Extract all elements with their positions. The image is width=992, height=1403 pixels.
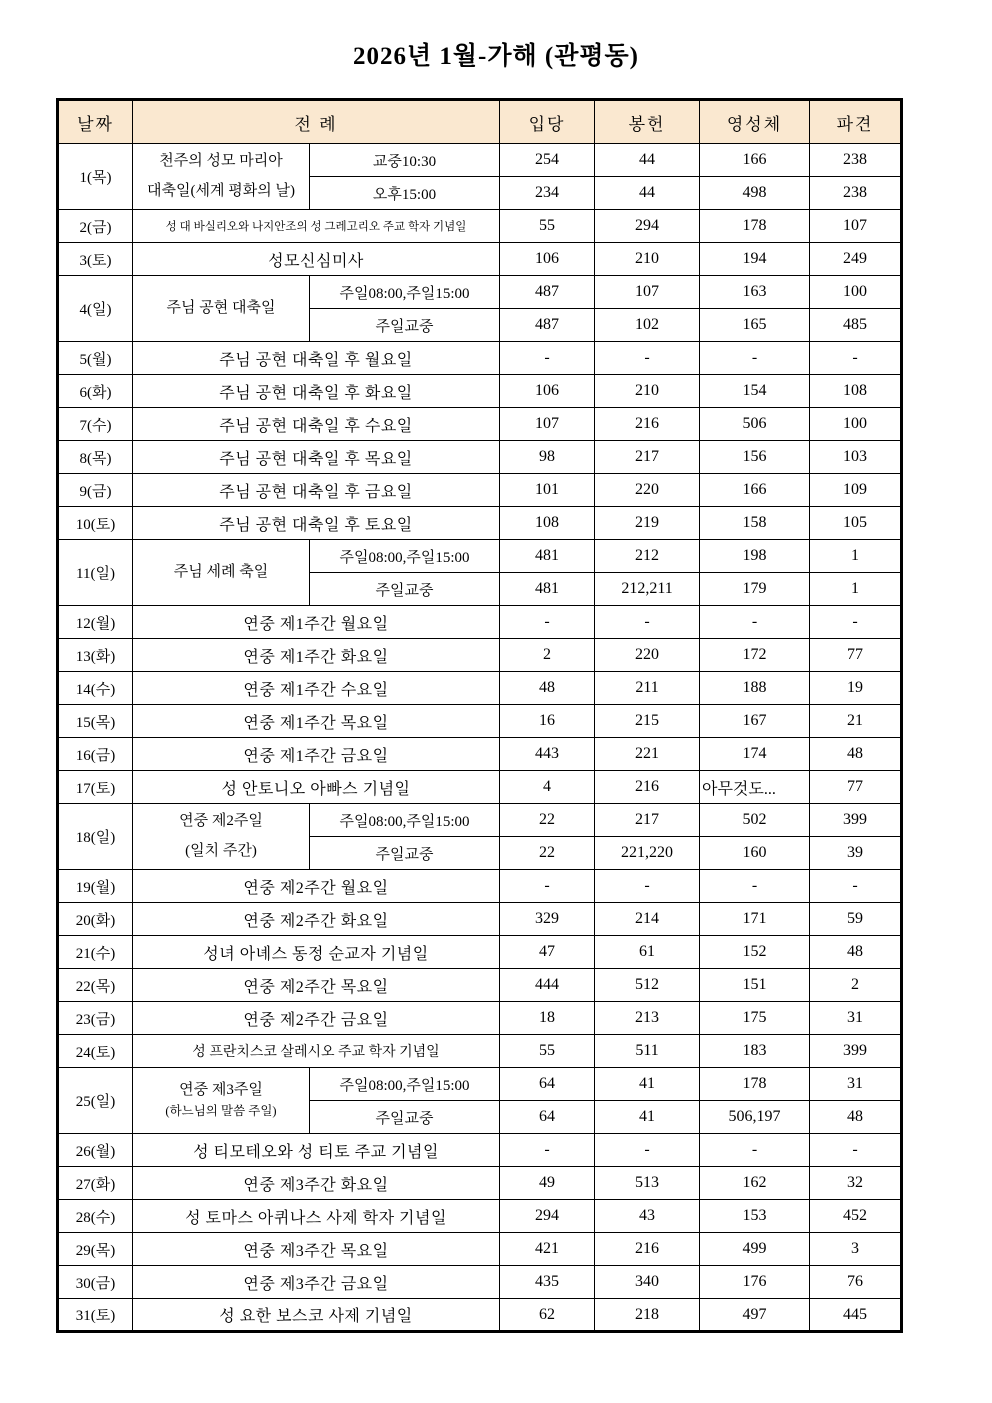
offertory-cell: 212,211 [595, 573, 700, 606]
communion-cell: - [700, 606, 810, 639]
entrance-cell: 47 [500, 936, 595, 969]
table-row [58, 1002, 902, 1035]
table-row [58, 540, 902, 573]
dismissal-cell: - [810, 870, 902, 903]
date-cell: 20(화) [58, 903, 133, 936]
liturgy-line: (하느님의 말씀 주일) [165, 1104, 277, 1119]
dismissal-cell: 1 [810, 573, 902, 606]
entrance-cell: 435 [500, 1266, 595, 1299]
entrance-cell: 107 [500, 408, 595, 441]
communion-cell: 497 [700, 1299, 810, 1332]
communion-cell: 171 [700, 903, 810, 936]
dismissal-cell: 249 [810, 243, 902, 276]
communion-cell: 174 [700, 738, 810, 771]
liturgy-cell: 연중 제1주간 월요일 [133, 606, 500, 639]
communion-cell: 194 [700, 243, 810, 276]
dismissal-cell: 399 [810, 1035, 902, 1068]
date-cell: 1(목) [58, 144, 133, 210]
dismissal-cell: 77 [810, 639, 902, 672]
offertory-cell: 210 [595, 375, 700, 408]
dismissal-cell: 100 [810, 408, 902, 441]
date-cell: 28(수) [58, 1200, 133, 1233]
table-row [58, 969, 902, 1002]
table-row [58, 639, 902, 672]
entrance-cell: 55 [500, 1035, 595, 1068]
date-cell: 5(월) [58, 342, 133, 375]
dismissal-cell: 107 [810, 210, 902, 243]
table-row [58, 144, 902, 177]
col-header-date: 날짜 [58, 100, 133, 144]
table-row [58, 804, 902, 837]
offertory-cell: 210 [595, 243, 700, 276]
communion-cell: 188 [700, 672, 810, 705]
liturgy-cell: 연중 제3주간 화요일 [133, 1167, 500, 1200]
entrance-cell: 254 [500, 144, 595, 177]
date-cell: 6(화) [58, 375, 133, 408]
table-row [58, 408, 902, 441]
dismissal-cell: 109 [810, 474, 902, 507]
communion-cell: 198 [700, 540, 810, 573]
entrance-cell: - [500, 606, 595, 639]
communion-cell: 178 [700, 210, 810, 243]
entrance-cell: 49 [500, 1167, 595, 1200]
table-row [58, 243, 902, 276]
date-cell: 7(수) [58, 408, 133, 441]
dismissal-cell: 2 [810, 969, 902, 1002]
liturgy-cell: 성 요한 보스코 사제 기념일 [133, 1299, 500, 1332]
date-cell: 21(수) [58, 936, 133, 969]
dismissal-cell: 399 [810, 804, 902, 837]
entrance-cell: 106 [500, 243, 595, 276]
date-cell: 8(목) [58, 441, 133, 474]
dismissal-cell: 48 [810, 936, 902, 969]
communion-cell: 156 [700, 441, 810, 474]
table-row [58, 276, 902, 309]
entrance-cell: 101 [500, 474, 595, 507]
entrance-cell: - [500, 870, 595, 903]
offertory-cell: 102 [595, 309, 700, 342]
date-cell: 13(화) [58, 639, 133, 672]
offertory-cell: 513 [595, 1167, 700, 1200]
date-cell: 17(토) [58, 771, 133, 804]
communion-cell: 498 [700, 177, 810, 210]
date-cell: 2(금) [58, 210, 133, 243]
communion-cell: 151 [700, 969, 810, 1002]
entrance-cell: - [500, 342, 595, 375]
dismissal-cell: 19 [810, 672, 902, 705]
offertory-cell: - [595, 1134, 700, 1167]
entrance-cell: 234 [500, 177, 595, 210]
dismissal-cell: 445 [810, 1299, 902, 1332]
liturgy-cell: 연중 제1주간 화요일 [133, 639, 500, 672]
date-cell: 12(월) [58, 606, 133, 639]
col-header-communion: 영성체 [700, 100, 810, 144]
table-row [58, 705, 902, 738]
liturgy-line: 연중 제3주일 [179, 1082, 263, 1099]
offertory-cell: 61 [595, 936, 700, 969]
service-label-cell: 주일08:00,주일15:00 [310, 276, 500, 309]
offertory-cell: 107 [595, 276, 700, 309]
entrance-cell: 55 [500, 210, 595, 243]
offertory-cell: 41 [595, 1068, 700, 1101]
date-cell: 25(일) [58, 1068, 133, 1134]
dismissal-cell: 108 [810, 375, 902, 408]
entrance-cell: 443 [500, 738, 595, 771]
service-label-cell: 주일교중 [310, 573, 500, 606]
offertory-cell: 221,220 [595, 837, 700, 870]
date-cell: 23(금) [58, 1002, 133, 1035]
offertory-cell: 218 [595, 1299, 700, 1332]
date-cell: 26(월) [58, 1134, 133, 1167]
dismissal-cell: 31 [810, 1068, 902, 1101]
entrance-cell: 294 [500, 1200, 595, 1233]
service-label-cell: 주일교중 [310, 309, 500, 342]
date-cell: 27(화) [58, 1167, 133, 1200]
entrance-cell: 22 [500, 804, 595, 837]
dismissal-cell: 39 [810, 837, 902, 870]
communion-cell: 166 [700, 474, 810, 507]
page-title: 2026년 1월-가해 (관평동) [352, 43, 640, 70]
table-row [58, 1299, 902, 1332]
communion-cell: 499 [700, 1233, 810, 1266]
entrance-cell: 329 [500, 903, 595, 936]
communion-cell: 153 [700, 1200, 810, 1233]
liturgy-cell: 성녀 아녜스 동정 순교자 기념일 [133, 936, 500, 969]
communion-cell: 179 [700, 573, 810, 606]
entrance-cell: 98 [500, 441, 595, 474]
entrance-cell: 62 [500, 1299, 595, 1332]
offertory-cell: 215 [595, 705, 700, 738]
table-row [58, 1134, 902, 1167]
service-label-cell: 주일교중 [310, 837, 500, 870]
entrance-cell: 64 [500, 1101, 595, 1134]
liturgy-line: 주님 세례 축일 [173, 563, 269, 580]
entrance-cell: 22 [500, 837, 595, 870]
entrance-cell: 16 [500, 705, 595, 738]
liturgy-cell [133, 1068, 310, 1134]
liturgy-cell: 성 티모테오와 성 티토 주교 기념일 [133, 1134, 500, 1167]
liturgy-line: 주님 공현 대축일 [166, 299, 276, 316]
liturgy-line: 천주의 성모 마리아 [159, 153, 283, 170]
communion-cell: 152 [700, 936, 810, 969]
liturgy-cell: 연중 제2주간 화요일 [133, 903, 500, 936]
liturgy-cell: 주님 공현 대축일 후 토요일 [133, 507, 500, 540]
communion-cell: - [700, 342, 810, 375]
communion-cell: 158 [700, 507, 810, 540]
offertory-cell: 220 [595, 639, 700, 672]
dismissal-cell: 100 [810, 276, 902, 309]
offertory-cell: 294 [595, 210, 700, 243]
communion-cell: 162 [700, 1167, 810, 1200]
dismissal-cell: 103 [810, 441, 902, 474]
dismissal-cell: 59 [810, 903, 902, 936]
communion-cell: 165 [700, 309, 810, 342]
table-row [58, 1200, 902, 1233]
liturgy-cell: 주님 공현 대축일 후 목요일 [133, 441, 500, 474]
liturgy-cell: 성 프란치스코 살레시오 주교 학자 기념일 [133, 1035, 500, 1068]
entrance-cell: 106 [500, 375, 595, 408]
table-row [58, 738, 902, 771]
dismissal-cell: - [810, 606, 902, 639]
table-row [58, 342, 902, 375]
offertory-cell: 213 [595, 1002, 700, 1035]
service-label-cell: 오후15:00 [310, 177, 500, 210]
dismissal-cell: - [810, 1134, 902, 1167]
communion-cell: 175 [700, 1002, 810, 1035]
communion-cell: 166 [700, 144, 810, 177]
dismissal-cell: 485 [810, 309, 902, 342]
liturgy-cell: 주님 공현 대축일 후 화요일 [133, 375, 500, 408]
liturgy-cell: 연중 제1주간 목요일 [133, 705, 500, 738]
dismissal-cell: 452 [810, 1200, 902, 1233]
header-row [58, 100, 902, 144]
offertory-cell: 43 [595, 1200, 700, 1233]
date-cell: 10(토) [58, 507, 133, 540]
date-cell: 4(일) [58, 276, 133, 342]
communion-cell: 167 [700, 705, 810, 738]
offertory-cell: - [595, 870, 700, 903]
date-cell: 15(목) [58, 705, 133, 738]
date-cell: 31(토) [58, 1299, 133, 1332]
table-row [58, 672, 902, 705]
offertory-cell: 211 [595, 672, 700, 705]
liturgy-line: 대축일(세계 평화의 날) [147, 182, 295, 199]
dismissal-cell: 77 [810, 771, 902, 804]
service-label-cell: 주일08:00,주일15:00 [310, 540, 500, 573]
table-row [58, 606, 902, 639]
liturgy-cell: 연중 제3주간 목요일 [133, 1233, 500, 1266]
communion-cell: 160 [700, 837, 810, 870]
liturgy-cell: 연중 제2주간 목요일 [133, 969, 500, 1002]
offertory-cell: 216 [595, 771, 700, 804]
liturgy-cell: 연중 제3주간 금요일 [133, 1266, 500, 1299]
liturgy-cell [133, 804, 310, 870]
offertory-cell: 212 [595, 540, 700, 573]
date-cell: 9(금) [58, 474, 133, 507]
liturgy-cell: 연중 제2주간 월요일 [133, 870, 500, 903]
offertory-cell: 216 [595, 408, 700, 441]
offertory-cell: 219 [595, 507, 700, 540]
liturgy-cell [133, 540, 310, 606]
offertory-cell: 512 [595, 969, 700, 1002]
communion-cell: 178 [700, 1068, 810, 1101]
table-row [58, 375, 902, 408]
entrance-cell: 487 [500, 309, 595, 342]
table-row [58, 771, 902, 804]
liturgy-cell: 주님 공현 대축일 후 금요일 [133, 474, 500, 507]
col-header-entrance: 입당 [500, 100, 595, 144]
col-header-offertory: 봉헌 [595, 100, 700, 144]
dismissal-cell: 48 [810, 738, 902, 771]
entrance-cell: 444 [500, 969, 595, 1002]
dismissal-cell: 3 [810, 1233, 902, 1266]
dismissal-cell: 238 [810, 177, 902, 210]
liturgy-cell: 성 토마스 아퀴나스 사제 학자 기념일 [133, 1200, 500, 1233]
liturgy-line: (일치 주간) [185, 842, 257, 859]
liturgy-cell: 성 안토니오 아빠스 기념일 [133, 771, 500, 804]
communion-cell: 154 [700, 375, 810, 408]
entrance-cell: 48 [500, 672, 595, 705]
liturgy-cell: 성 대 바실리오와 나지안조의 성 그레고리오 주교 학자 기념일 [133, 210, 500, 243]
dismissal-cell: - [810, 342, 902, 375]
offertory-cell: 44 [595, 177, 700, 210]
offertory-cell: - [595, 606, 700, 639]
dismissal-cell: 76 [810, 1266, 902, 1299]
offertory-cell: 340 [595, 1266, 700, 1299]
entrance-cell: 2 [500, 639, 595, 672]
offertory-cell: 511 [595, 1035, 700, 1068]
liturgy-cell: 연중 제2주간 금요일 [133, 1002, 500, 1035]
col-header-dismissal: 파견 [810, 100, 902, 144]
offertory-cell: 44 [595, 144, 700, 177]
table-row [58, 870, 902, 903]
service-label-cell: 주일08:00,주일15:00 [310, 1068, 500, 1101]
communion-cell: 506 [700, 408, 810, 441]
table-row [58, 1167, 902, 1200]
date-cell: 30(금) [58, 1266, 133, 1299]
communion-cell: 183 [700, 1035, 810, 1068]
liturgy-cell: 주님 공현 대축일 후 월요일 [133, 342, 500, 375]
communion-cell: 163 [700, 276, 810, 309]
offertory-cell: 217 [595, 804, 700, 837]
table-row [58, 936, 902, 969]
offertory-cell: 217 [595, 441, 700, 474]
col-header-liturgy: 전 례 [133, 100, 500, 144]
liturgy-cell: 주님 공현 대축일 후 수요일 [133, 408, 500, 441]
table-row [58, 507, 902, 540]
table-row [58, 1266, 902, 1299]
communion-cell: 502 [700, 804, 810, 837]
entrance-cell: 18 [500, 1002, 595, 1035]
dismissal-cell: 21 [810, 705, 902, 738]
date-cell: 3(토) [58, 243, 133, 276]
dismissal-cell: 48 [810, 1101, 902, 1134]
entrance-cell: - [500, 1134, 595, 1167]
offertory-cell: - [595, 342, 700, 375]
offertory-cell: 220 [595, 474, 700, 507]
liturgy-cell [133, 144, 310, 210]
dismissal-cell: 32 [810, 1167, 902, 1200]
entrance-cell: 481 [500, 540, 595, 573]
communion-cell: 172 [700, 639, 810, 672]
date-cell: 11(일) [58, 540, 133, 606]
table-row [58, 903, 902, 936]
entrance-cell: 487 [500, 276, 595, 309]
offertory-cell: 221 [595, 738, 700, 771]
entrance-cell: 4 [500, 771, 595, 804]
table-row [58, 474, 902, 507]
offertory-cell: 214 [595, 903, 700, 936]
date-cell: 19(월) [58, 870, 133, 903]
date-cell: 24(토) [58, 1035, 133, 1068]
service-label-cell: 교중10:30 [310, 144, 500, 177]
date-cell: 16(금) [58, 738, 133, 771]
liturgy-line: 연중 제2주일 [179, 813, 263, 830]
service-label-cell: 주일교중 [310, 1101, 500, 1134]
date-cell: 29(목) [58, 1233, 133, 1266]
entrance-cell: 421 [500, 1233, 595, 1266]
date-cell: 18(일) [58, 804, 133, 870]
communion-cell: 176 [700, 1266, 810, 1299]
communion-cell: - [700, 870, 810, 903]
entrance-cell: 481 [500, 573, 595, 606]
hymn-table [56, 98, 903, 1333]
offertory-cell: 216 [595, 1233, 700, 1266]
dismissal-cell: 238 [810, 144, 902, 177]
liturgy-cell [133, 276, 310, 342]
date-cell: 14(수) [58, 672, 133, 705]
entrance-cell: 108 [500, 507, 595, 540]
liturgy-cell: 성모신심미사 [133, 243, 500, 276]
dismissal-cell: 105 [810, 507, 902, 540]
offertory-cell: 41 [595, 1101, 700, 1134]
table-row [58, 1233, 902, 1266]
service-label-cell: 주일08:00,주일15:00 [310, 804, 500, 837]
dismissal-cell: 31 [810, 1002, 902, 1035]
table-row [58, 1035, 902, 1068]
liturgy-cell: 연중 제1주간 금요일 [133, 738, 500, 771]
table-row [58, 1068, 902, 1101]
table-row [58, 210, 902, 243]
communion-cell: 아무것도... [700, 771, 810, 804]
liturgy-cell: 연중 제1주간 수요일 [133, 672, 500, 705]
communion-cell: 506,197 [700, 1101, 810, 1134]
table-row [58, 441, 902, 474]
communion-cell: - [700, 1134, 810, 1167]
date-cell: 22(목) [58, 969, 133, 1002]
dismissal-cell: 1 [810, 540, 902, 573]
entrance-cell: 64 [500, 1068, 595, 1101]
